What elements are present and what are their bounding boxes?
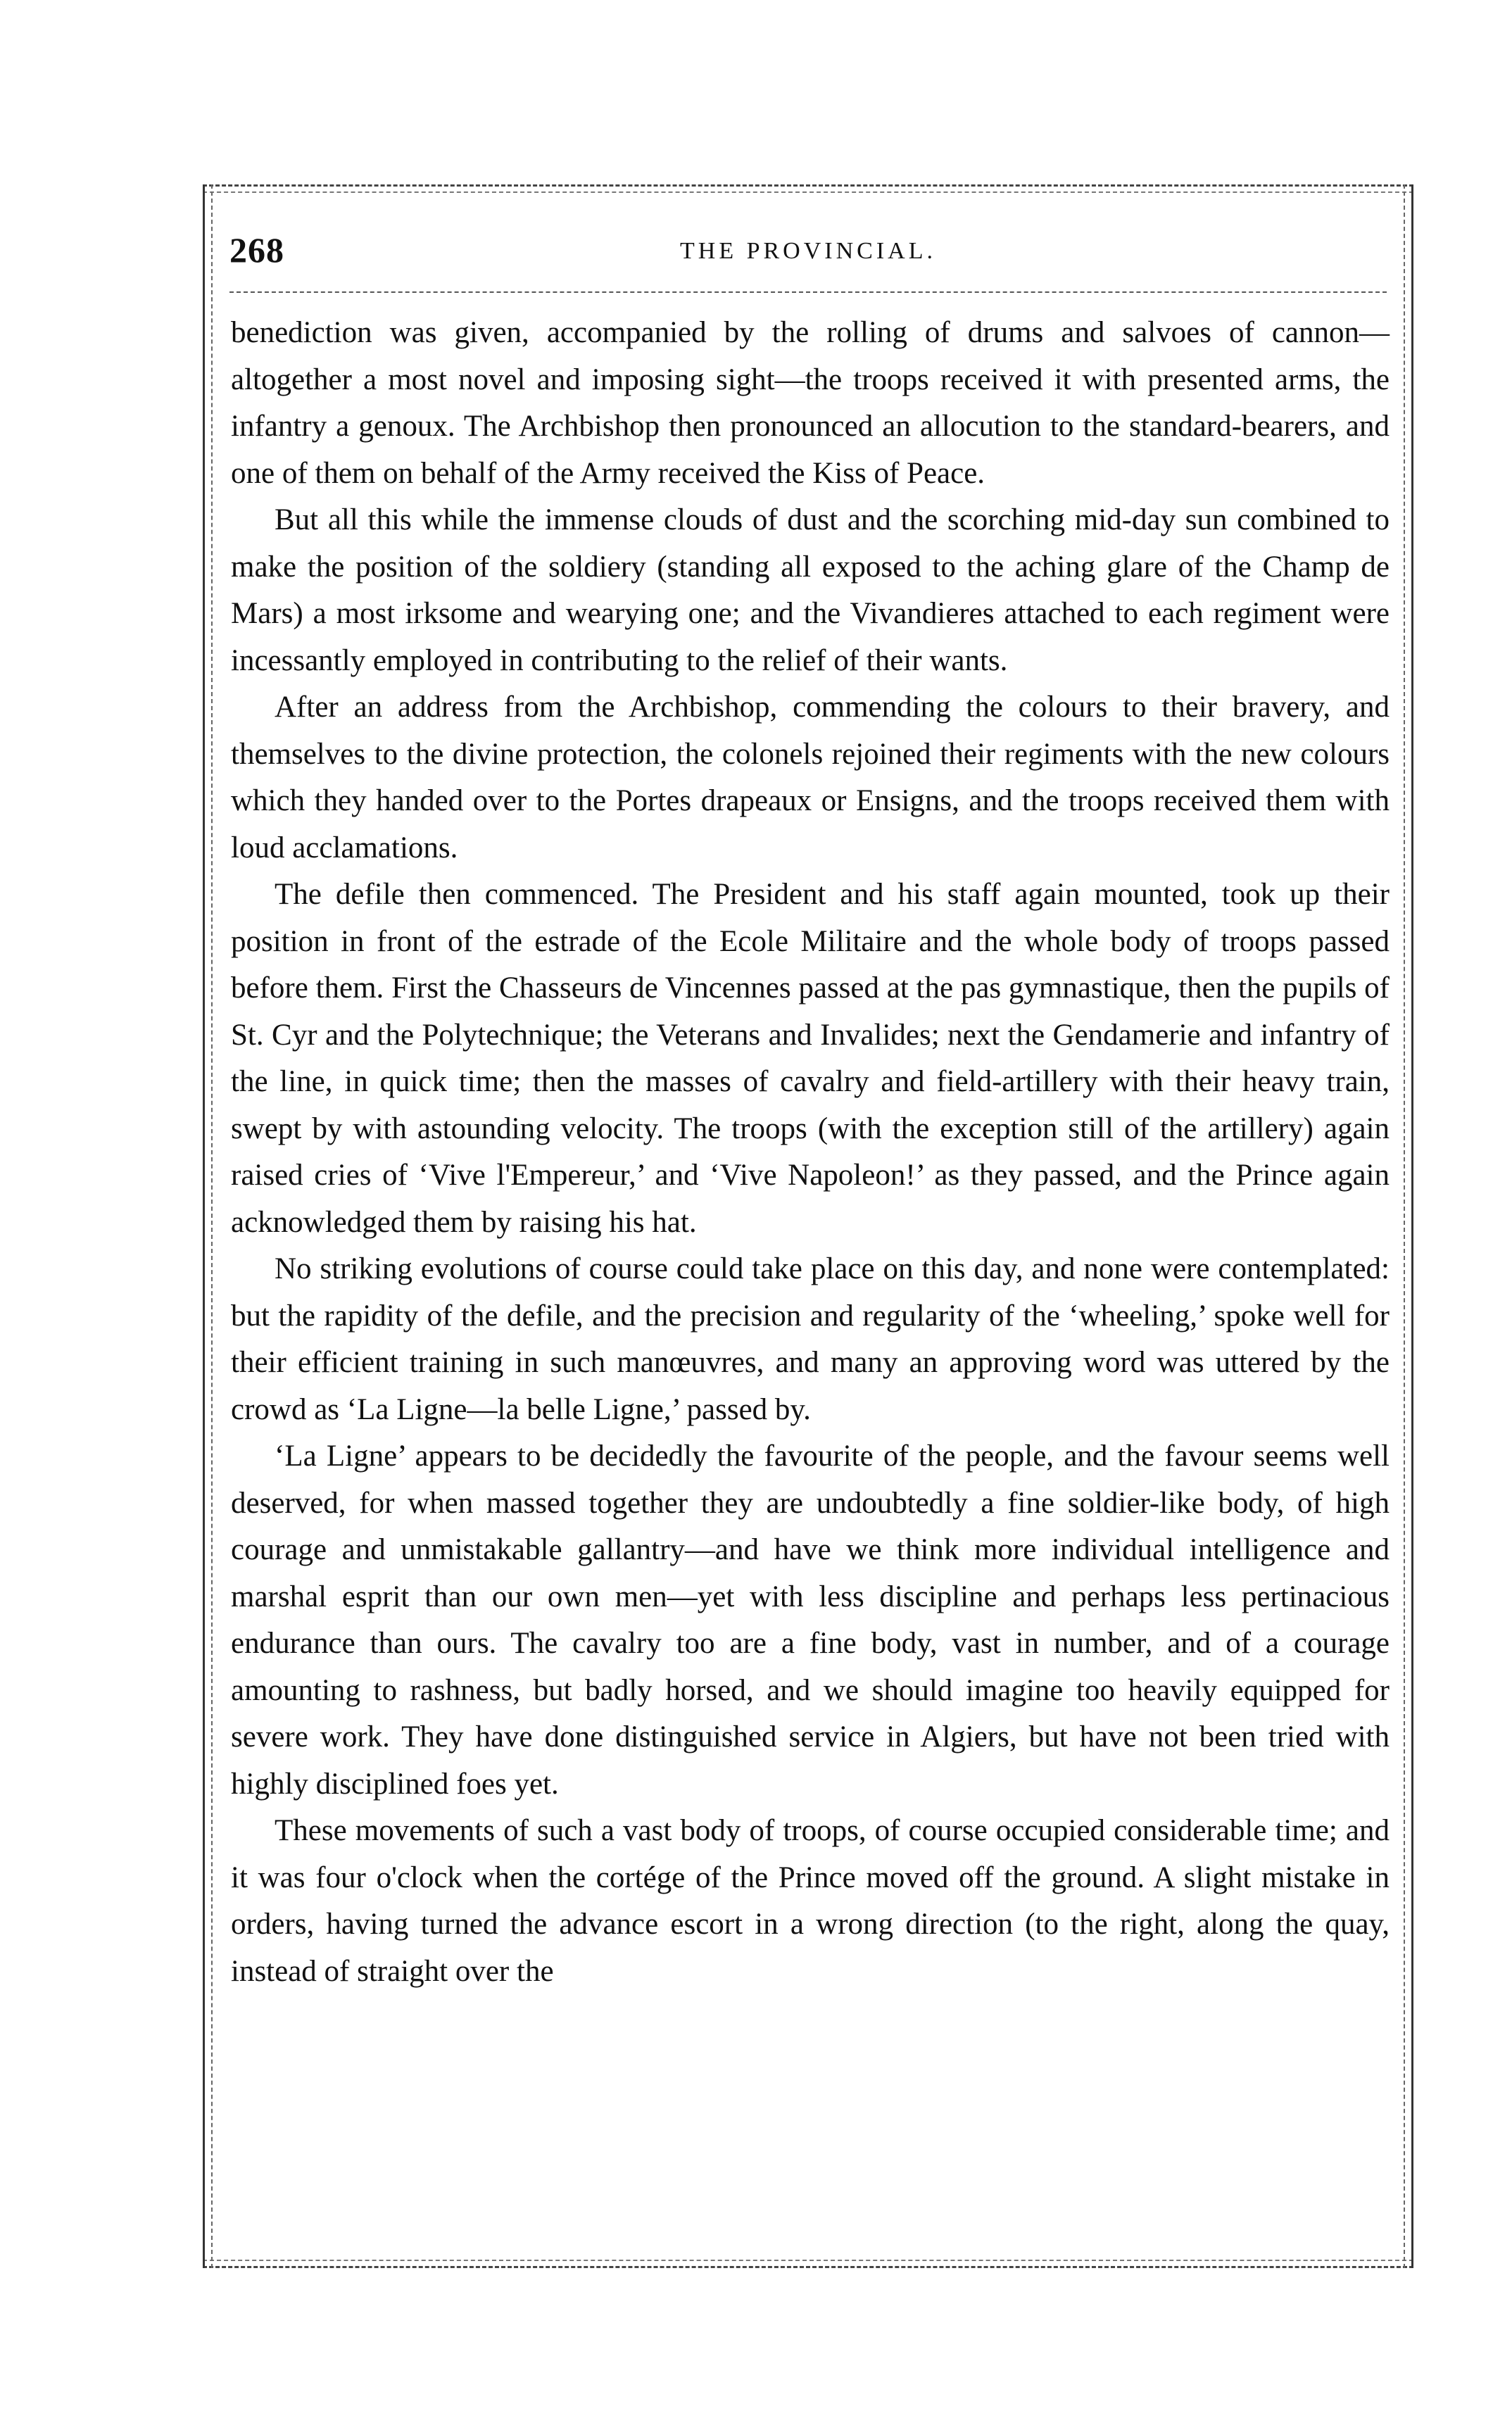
page-header xyxy=(229,224,1387,280)
header-rule xyxy=(229,291,1387,293)
body-text xyxy=(231,310,1390,1995)
paragraph-3: After an address from the Archbishop, commending the colours to their bravery, and themselves to the divine protection, the colonels rejoined their regiments with the new colours which they handed over to the Portes drapeaux or Ensigns, and the troops received them with loud acclamations. xyxy=(231,691,1390,864)
page-frame xyxy=(203,184,1413,2268)
paragraph-2: But all this while the immense clouds of dust and the scorching mid-day sun combined to make the position of the soldiery (standing all exposed to the aching glare of the Champ de Mars) a most irksome and wearying one; and the Vivandieres attached to each regiment were incessantly employed in contributing to the relief of their wants. xyxy=(231,503,1390,677)
top-border-rule-inner xyxy=(203,191,1413,193)
bottom-border-rule-inner xyxy=(203,2260,1413,2261)
paragraph-7: These movements of such a vast body of troops, of course occupied considerable time; and it was four o'clock when the cortége of the Prince moved off the ground. A slight mistake in orders, having turned the advance escort in a wrong direction (to the right, along the quay, instead of straight over the xyxy=(231,1814,1390,1988)
right-border-rule-inner xyxy=(1404,184,1405,2268)
left-border-rule xyxy=(203,184,205,2268)
top-border-rule xyxy=(203,184,1413,187)
paragraph-1: benediction was given, accompanied by the rolling of drums and salvoes of cannon—altogether a most novel and imposing sight—the troops received it with presented arms, the infantry a genoux. The Archbishop then pronounced an allocution to the standard-bearers, and one of them on behalf of the Army received the Kiss of Peace. xyxy=(231,316,1390,490)
page-number: 268 xyxy=(229,230,284,270)
bottom-border-rule xyxy=(203,2266,1413,2268)
paragraph-6: ‘La Ligne’ appears to be decidedly the favourite of the people, and the favour seems well deserved, for when massed together they are undoubtedly a fine soldier-like body, of high courage and unmistakable gallantry—and have we think more individual intelligence and marshal esprit than our own men—yet with less discipline and perhaps less pertinacious endurance than ours. The cavalry too are a fine body, vast in number, and of a courage amounting to rashness, but badly horsed, and we should imagine too heavily equipped for severe work. They have done distinguished service in Algiers, but have not been tried with highly disciplined foes yet. xyxy=(231,1440,1390,1801)
paragraph-4: The defile then commenced. The President and his staff again mounted, took up their position in front of the estrade of the Ecole Militaire and the whole body of troops passed before them. First the Chasseurs de Vincennes passed at the pas gymnastique, then the pupils of St. Cyr and the Polytechnique; the Veterans and Invalides; next the Gendamerie and infantry of the line, in quick time; then the masses of cavalry and field-artillery with their heavy train, swept by with astounding velocity. The troops (with the exception still of the artillery) again raised cries of ‘Vive l'Empereur,’ and ‘Vive Napoleon!’ as they passed, and the Prince again acknowledged them by raising his hat. xyxy=(231,878,1390,1239)
left-border-rule-inner xyxy=(211,184,213,2268)
right-border-rule xyxy=(1411,184,1413,2268)
running-title: THE PROVINCIAL. xyxy=(680,238,936,264)
paragraph-5: No striking evolutions of course could take place on this day, and none were contemplated: but the rapidity of the defile, and the precision and regularity of the ‘wheeling,’ spoke well for their efficient training in such manœuvres, and many an approving word was uttered by the crowd as ‘La Ligne—la belle Ligne,’ passed by. xyxy=(231,1252,1390,1426)
